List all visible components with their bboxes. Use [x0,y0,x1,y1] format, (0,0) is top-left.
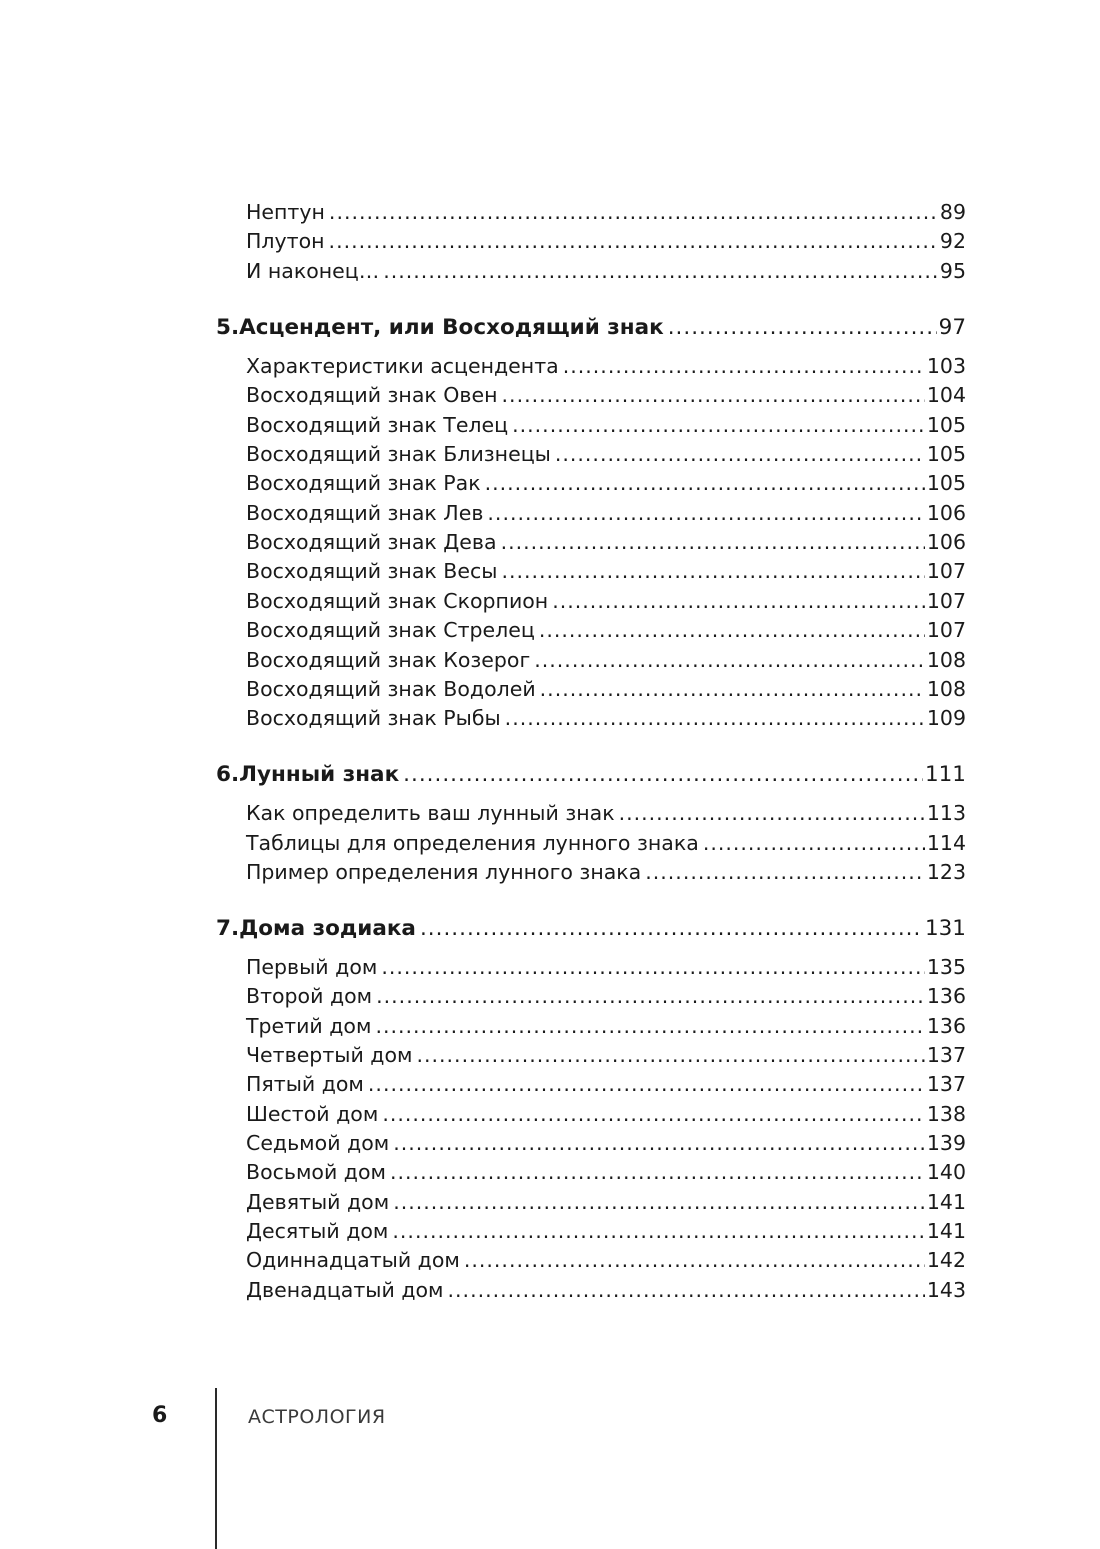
toc-page-number: 92 [939,229,966,253]
dot-leader [383,256,938,286]
toc-page-number: 137 [926,1043,966,1067]
toc-entry-title: Второй дом [246,984,373,1008]
toc-entry-title: Восходящий знак Козерог [246,648,531,672]
toc-page-number: 103 [926,354,966,378]
dot-leader [501,556,924,586]
toc-entry-title: Первый дом [246,955,378,979]
toc-entry-row [246,1128,966,1158]
toc-entry-title: Пятый дом [246,1072,364,1096]
toc-entry-title: Восходящий знак Дева [246,530,497,554]
toc-entry-row [246,586,966,616]
toc-entry-title: Асцендент, или Восходящий знак [239,315,664,340]
toc-entry-title: Шестой дом [246,1102,379,1126]
toc-entry-row [246,351,966,381]
toc-page-number: 106 [926,530,966,554]
toc-page-number: 141 [926,1219,966,1243]
toc-entry-title: Четвертый дом [246,1043,413,1067]
toc-page-number: 97 [938,315,966,340]
toc-entry-row [246,556,966,586]
toc-entry-row [246,798,966,828]
toc-chapter-row [216,313,966,343]
toc-entry-title: Восходящий знак Лев [246,501,484,525]
dot-leader [329,197,938,227]
toc-page-number: 137 [926,1072,966,1096]
toc-entry-row [246,1216,966,1246]
dot-leader [381,952,925,982]
toc-page-number: 142 [926,1248,966,1272]
toc-entry-title: Восходящий знак Стрелец [246,618,535,642]
toc-page-number: 107 [926,559,966,583]
toc-entry-title: Лунный знак [239,762,400,787]
dot-leader [368,1069,925,1099]
dot-leader [502,380,925,410]
dot-leader [420,914,923,944]
toc-entry-row [246,498,966,528]
dot-leader [512,410,925,440]
toc-page-number: 105 [926,442,966,466]
toc-page-number: 143 [926,1278,966,1302]
toc-page-number: 114 [926,831,966,855]
toc-entry-row [246,1040,966,1070]
page-number: 6 [152,1403,168,1428]
dot-leader [390,1157,925,1187]
toc-entry-title: Восходящий знак Рыбы [246,706,501,730]
toc-entry-title: Восходящий знак Близнецы [246,442,551,466]
dot-leader [534,645,925,675]
toc-entry-row [246,439,966,469]
toc-entry-row [246,380,966,410]
toc-page-number: 105 [926,471,966,495]
toc-page-number: 104 [926,383,966,407]
dot-leader [540,674,925,704]
toc-page-number: 106 [926,501,966,525]
dot-leader [376,981,925,1011]
toc-chapter-row [216,760,966,790]
toc-entry-title: Двенадцатый дом [246,1278,444,1302]
dot-leader [375,1011,924,1041]
toc-entry-title: Третий дом [246,1014,372,1038]
toc-entry-title: Как определить ваш лунный знак [246,801,615,825]
dot-leader [505,703,925,733]
toc-entry-title: Седьмой дом [246,1131,390,1155]
toc-chapter-number: 7. [216,916,240,941]
toc-entry-title: Восходящий знак Весы [246,559,498,583]
toc-page-number: 111 [924,762,966,787]
dot-leader [464,1245,925,1275]
toc-entry-row [246,1011,966,1041]
toc-entry-row [246,468,966,498]
toc-entry-row [246,1275,966,1305]
toc-entry-title: Таблицы для определения лунного знака [246,831,699,855]
toc-entry-title: Характеристики асцендента [246,354,559,378]
dot-leader [392,1216,924,1246]
toc-page-number: 108 [926,677,966,701]
toc-entry-title: И наконец… [246,259,380,283]
toc-entry-row [246,645,966,675]
toc-entry-title: Дома зодиака [239,916,416,941]
toc-page-number: 109 [926,706,966,730]
toc-entry-row [246,703,966,733]
toc-page-number: 108 [926,648,966,672]
dot-leader [563,351,925,381]
toc-page-number: 136 [926,1014,966,1038]
toc-entry-row [246,857,966,887]
toc-page-number: 139 [926,1131,966,1155]
toc-page-number: 138 [926,1102,966,1126]
dot-leader [393,1187,925,1217]
toc-entry-row [246,1069,966,1099]
toc-entry-row [246,1245,966,1275]
toc-entry-title: Десятый дом [246,1219,389,1243]
dot-leader [703,828,925,858]
dot-leader [552,586,925,616]
dot-leader [539,615,925,645]
toc-page-number: 105 [926,413,966,437]
dot-leader [329,226,938,256]
toc-entry-title: Восходящий знак Телец [246,413,509,437]
toc-entry-title: Девятый дом [246,1190,390,1214]
toc-entry-row [246,828,966,858]
dot-leader [555,439,925,469]
toc-entry-row [246,527,966,557]
toc-page-number: 89 [939,200,966,224]
toc-entry-row [246,226,966,256]
toc-entry-title: Плутон [246,229,325,253]
dot-leader [382,1099,925,1129]
footer-divider [215,1388,217,1549]
toc-entry-title: Пример определения лунного знака [246,860,642,884]
dot-leader [501,527,925,557]
toc-page-number: 140 [926,1160,966,1184]
toc-entry-row [246,615,966,645]
toc-entry-title: Восходящий знак Рак [246,471,481,495]
toc-entry-row [246,256,966,286]
toc-entry-title: Нептун [246,200,325,224]
toc-page-number: 123 [926,860,966,884]
toc-entry-row [246,197,966,227]
toc-page-number: 113 [926,801,966,825]
toc-page-number: 95 [939,259,966,283]
dot-leader [645,857,925,887]
toc-page-number: 107 [926,589,966,613]
dot-leader [448,1275,925,1305]
toc-chapter-number: 5. [216,315,240,340]
toc-page-number: 135 [926,955,966,979]
toc-entry-row [246,1099,966,1129]
running-title: АСТРОЛОГИЯ [248,1406,386,1428]
dot-leader [393,1128,925,1158]
toc-entry-title: Восходящий знак Скорпион [246,589,549,613]
dot-leader [668,313,937,343]
dot-leader [403,760,923,790]
toc-page-number: 107 [926,618,966,642]
toc-entry-title: Восходящий знак Водолей [246,677,536,701]
dot-leader [487,498,924,528]
toc-entry-title: Восходящий знак Овен [246,383,498,407]
toc-entry-row [246,952,966,982]
toc-entry-row [246,981,966,1011]
toc-chapter-number: 6. [216,762,240,787]
toc-chapter-row [216,914,966,944]
dot-leader [619,798,925,828]
toc-entry-row [246,1157,966,1187]
toc-entry-title: Восьмой дом [246,1160,386,1184]
toc-entry-row [246,410,966,440]
toc-page-number: 141 [926,1190,966,1214]
toc-entry-title: Одиннадцатый дом [246,1248,460,1272]
toc-entry-row [246,674,966,704]
dot-leader [485,468,925,498]
toc-page-number: 131 [924,916,966,941]
toc-page-number: 136 [926,984,966,1008]
toc-entry-row [246,1187,966,1217]
dot-leader [416,1040,924,1070]
